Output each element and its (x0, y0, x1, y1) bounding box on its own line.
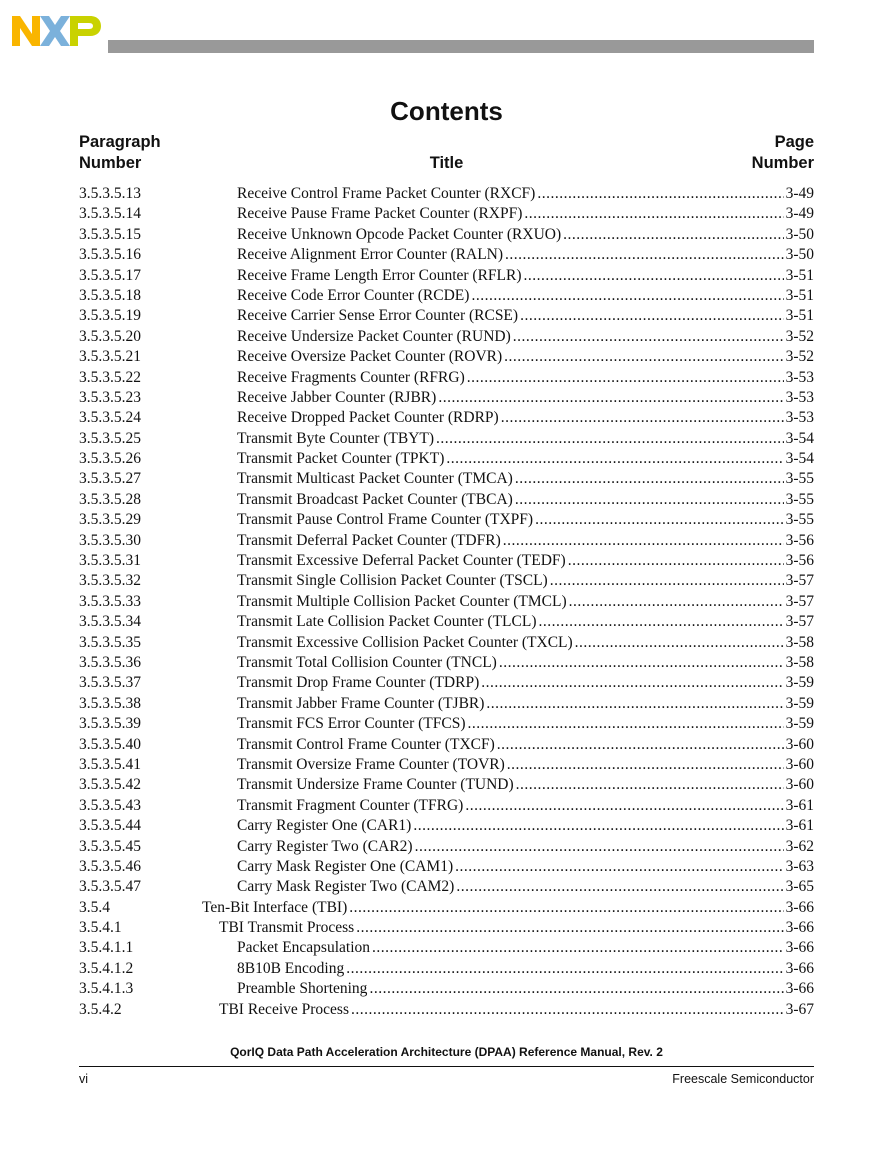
toc-row[interactable] (79, 368, 814, 388)
toc-entry-link[interactable] (237, 347, 814, 367)
toc-paragraph-number: 3.5.3.5.18 (79, 286, 141, 304)
toc-title: Receive Code Error Counter (RCDE) (237, 286, 470, 304)
toc-title: Transmit Jabber Frame Counter (TJBR) (237, 694, 485, 712)
toc-title: Transmit Packet Counter (TPKT) (237, 450, 445, 468)
toc-leader-dots (563, 225, 783, 245)
toc-page-number: 3-53 (785, 368, 814, 386)
toc-entry-link[interactable] (237, 673, 814, 693)
toc-row[interactable] (79, 755, 814, 775)
toc-page-number: 3-53 (785, 388, 814, 406)
toc-paragraph-number: 3.5.3.5.41 (79, 755, 141, 773)
toc-entry-link[interactable] (237, 388, 814, 408)
toc-title: Receive Fragments Counter (RFRG) (237, 368, 465, 386)
toc-paragraph-number: 3.5.3.5.34 (79, 613, 141, 631)
toc-entry-link[interactable] (237, 286, 814, 306)
toc-page-number: 3-54 (785, 450, 814, 468)
toc-title: Receive Dropped Packet Counter (RDRP) (237, 409, 499, 427)
toc-row[interactable] (79, 612, 814, 632)
toc-row[interactable] (79, 531, 814, 551)
page-title: Contents (390, 96, 503, 126)
toc-row[interactable] (79, 796, 814, 816)
toc-leader-dots (415, 837, 784, 857)
toc-page-number: 3-67 (785, 1000, 814, 1018)
toc-leader-dots (499, 653, 784, 673)
toc-row[interactable] (79, 918, 814, 938)
toc-leader-dots (515, 490, 784, 510)
toc-title: Receive Pause Frame Packet Counter (RXPF) (237, 205, 523, 223)
toc-page-number: 3-53 (785, 409, 814, 427)
toc-leader-dots (539, 612, 784, 632)
toc-paragraph-number: 3.5.3.5.28 (79, 490, 141, 508)
toc-leader-dots (438, 388, 783, 408)
toc-row[interactable] (79, 959, 814, 979)
toc-page-number: 3-50 (785, 225, 814, 243)
toc-title: Receive Control Frame Packet Counter (RXCF) (237, 185, 536, 202)
toc-paragraph-number: 3.5.3.5.45 (79, 837, 141, 855)
toc-row[interactable] (79, 449, 814, 469)
toc-paragraph-number: 3.5.3.5.43 (79, 796, 141, 814)
toc-entry-link[interactable] (219, 918, 814, 938)
toc-title: TBI Transmit Process (219, 919, 355, 937)
toc-page-number: 3-56 (785, 552, 814, 570)
toc-page-number: 3-54 (785, 429, 814, 447)
toc-row[interactable] (79, 979, 814, 999)
toc-title: Transmit Byte Counter (TBYT) (237, 429, 435, 447)
toc-page-number: 3-63 (785, 857, 814, 875)
toc-title: Receive Undersize Packet Counter (RUND) (237, 327, 511, 345)
toc-leader-dots (446, 449, 783, 469)
column-header-page-line1: Page (774, 133, 814, 151)
toc-page-number: 3-62 (785, 837, 814, 855)
toc-paragraph-number: 3.5.3.5.30 (79, 531, 141, 549)
toc-paragraph-number: 3.5.3.5.29 (79, 511, 141, 529)
toc-title: Transmit Excessive Deferral Packet Counter (TEDF) (237, 552, 566, 570)
toc-title: TBI Receive Process (219, 1000, 349, 1018)
toc-paragraph-number: 3.5.4.1.2 (79, 959, 134, 977)
footer-divider (79, 1066, 814, 1067)
toc-title: Carry Register Two (CAR2) (237, 837, 413, 855)
toc-page-number: 3-59 (785, 674, 814, 692)
toc-page-number: 3-55 (785, 470, 814, 488)
toc-leader-dots (349, 898, 783, 918)
toc-row[interactable] (79, 306, 814, 326)
toc-title: Transmit Multicast Packet Counter (TMCA) (237, 470, 513, 488)
toc-title: Receive Carrier Sense Error Counter (RCSE) (237, 307, 519, 325)
toc-leader-dots (520, 306, 784, 326)
toc-paragraph-number: 3.5.3.5.21 (79, 348, 141, 366)
table-of-contents (79, 184, 814, 1020)
toc-title: Transmit Pause Control Frame Counter (TXPF) (237, 511, 534, 529)
toc-entry-link[interactable] (237, 184, 814, 204)
toc-paragraph-number: 3.5.3.5.22 (79, 368, 141, 386)
toc-paragraph-number: 3.5.3.5.39 (79, 715, 141, 733)
toc-page-number: 3-66 (785, 939, 814, 957)
toc-leader-dots (504, 347, 783, 367)
toc-page-number: 3-51 (785, 286, 814, 304)
toc-leader-dots (568, 551, 784, 571)
toc-paragraph-number: 3.5.3.5.36 (79, 653, 141, 671)
column-header-page-line2: Number (751, 154, 814, 172)
toc-page-number: 3-60 (785, 776, 814, 794)
toc-row[interactable] (79, 633, 814, 653)
toc-entry-link[interactable] (237, 857, 814, 877)
toc-entry-link[interactable] (237, 979, 814, 999)
toc-row[interactable] (79, 429, 814, 449)
toc-paragraph-number: 3.5.3.5.46 (79, 857, 141, 875)
toc-page-number: 3-66 (785, 959, 814, 977)
toc-title: Carry Register One (CAR1) (237, 817, 412, 835)
toc-row[interactable] (79, 266, 814, 286)
toc-paragraph-number: 3.5.3.5.35 (79, 633, 141, 651)
toc-row[interactable] (79, 694, 814, 714)
toc-leader-dots (516, 775, 784, 795)
toc-entry-link[interactable] (237, 368, 814, 388)
toc-entry-link[interactable] (237, 775, 814, 795)
toc-leader-dots (515, 469, 784, 489)
toc-row[interactable] (79, 571, 814, 591)
toc-paragraph-number: 3.5.3.5.44 (79, 817, 141, 835)
toc-leader-dots (436, 429, 784, 449)
toc-entry-link[interactable] (237, 735, 814, 755)
toc-leader-dots (369, 979, 783, 999)
toc-row[interactable] (79, 286, 814, 306)
toc-title: Receive Frame Length Error Counter (RFLR) (237, 266, 522, 284)
nxp-logo (10, 12, 102, 48)
toc-paragraph-number: 3.5.3.5.16 (79, 246, 141, 264)
toc-title: Transmit Excessive Collision Packet Counter (TXCL) (237, 633, 573, 651)
toc-title: Transmit Control Frame Counter (TXCF) (237, 735, 495, 753)
toc-paragraph-number: 3.5.4.1 (79, 919, 122, 937)
toc-paragraph-number: 3.5.3.5.25 (79, 429, 141, 447)
footer-company: Freescale Semiconductor (672, 1072, 814, 1086)
toc-row[interactable] (79, 592, 814, 612)
toc-entry-link[interactable] (237, 225, 814, 245)
toc-page-number: 3-56 (785, 531, 814, 549)
toc-entry-link[interactable] (237, 959, 814, 979)
toc-leader-dots (550, 571, 784, 591)
toc-row[interactable] (79, 551, 814, 571)
toc-paragraph-number: 3.5.3.5.13 (79, 185, 141, 202)
toc-paragraph-number: 3.5.3.5.40 (79, 735, 141, 753)
toc-leader-dots (481, 673, 783, 693)
toc-paragraph-number: 3.5.3.5.38 (79, 694, 141, 712)
toc-paragraph-number: 3.5.3.5.24 (79, 409, 141, 427)
toc-leader-dots (346, 959, 783, 979)
toc-page-number: 3-57 (785, 592, 814, 610)
toc-entry-link[interactable] (237, 429, 814, 449)
toc-paragraph-number: 3.5.3.5.37 (79, 674, 141, 692)
toc-leader-dots (524, 204, 783, 224)
toc-page-number: 3-66 (785, 980, 814, 998)
toc-entry-link[interactable] (237, 755, 814, 775)
toc-entry-link[interactable] (237, 633, 814, 653)
toc-leader-dots (471, 286, 783, 306)
toc-title: Transmit Drop Frame Counter (TDRP) (237, 674, 480, 692)
toc-row[interactable] (79, 469, 814, 489)
toc-row[interactable] (79, 673, 814, 693)
toc-row[interactable] (79, 775, 814, 795)
toc-page-number: 3-60 (785, 755, 814, 773)
toc-title: Transmit FCS Error Counter (TFCS) (237, 715, 466, 733)
toc-row[interactable] (79, 1000, 814, 1020)
toc-leader-dots (503, 531, 784, 551)
nxp-logo-icon (10, 12, 102, 48)
toc-title: 8B10B Encoding (237, 959, 345, 977)
toc-title: Transmit Undersize Frame Counter (TUND) (237, 776, 514, 794)
toc-entry-link[interactable] (237, 816, 814, 836)
column-header-title: Title (429, 154, 464, 172)
toc-title: Transmit Fragment Counter (TFRG) (237, 796, 464, 814)
toc-leader-dots (575, 633, 784, 653)
toc-page-number: 3-66 (785, 898, 814, 916)
toc-entry-link[interactable] (237, 653, 814, 673)
toc-row[interactable] (79, 204, 814, 224)
toc-title: Transmit Multiple Collision Packet Counter (TMCL) (237, 592, 567, 610)
toc-paragraph-number: 3.5.3.5.15 (79, 225, 141, 243)
toc-page-number: 3-50 (785, 246, 814, 264)
toc-leader-dots (456, 877, 783, 897)
toc-title: Packet Encapsulation (237, 939, 370, 957)
toc-paragraph-number: 3.5.3.5.47 (79, 878, 141, 896)
toc-page-number: 3-51 (785, 307, 814, 325)
toc-row[interactable] (79, 816, 814, 836)
toc-title: Ten-Bit Interface (TBI) (202, 898, 348, 916)
toc-title: Transmit Total Collision Counter (TNCL) (237, 653, 497, 671)
toc-page-number: 3-57 (785, 613, 814, 631)
toc-leader-dots (505, 245, 784, 265)
toc-entry-link[interactable] (202, 898, 814, 918)
toc-entry-link[interactable] (237, 408, 814, 428)
toc-paragraph-number: 3.5.4 (79, 898, 110, 916)
toc-leader-dots (537, 184, 783, 204)
toc-title: Transmit Single Collision Packet Counter (TSCL) (237, 572, 548, 590)
toc-row[interactable] (79, 837, 814, 857)
toc-entry-link[interactable] (237, 306, 814, 326)
toc-title: Receive Oversize Packet Counter (ROVR) (237, 348, 503, 366)
toc-paragraph-number: 3.5.3.5.17 (79, 266, 141, 284)
header-bar (108, 40, 814, 53)
toc-entry-link[interactable] (237, 510, 814, 530)
toc-paragraph-number: 3.5.3.5.19 (79, 307, 141, 325)
toc-paragraph-number: 3.5.3.5.42 (79, 776, 141, 794)
toc-title: Transmit Oversize Frame Counter (TOVR) (237, 755, 505, 773)
toc-page-number: 3-55 (785, 490, 814, 508)
toc-title: Receive Unknown Opcode Packet Counter (RXUO) (237, 225, 562, 243)
toc-paragraph-number: 3.5.4.2 (79, 1000, 122, 1018)
toc-row[interactable] (79, 245, 814, 265)
toc-entry-link[interactable] (237, 592, 814, 612)
toc-entry-link[interactable] (237, 490, 814, 510)
toc-title: Receive Jabber Counter (RJBR) (237, 388, 437, 406)
toc-page-number: 3-55 (785, 511, 814, 529)
toc-leader-dots (413, 816, 783, 836)
toc-leader-dots (468, 714, 784, 734)
toc-row[interactable] (79, 714, 814, 734)
column-header-paragraph-line1: Paragraph (79, 133, 161, 151)
toc-page-number: 3-60 (785, 735, 814, 753)
toc-row[interactable] (79, 898, 814, 918)
toc-paragraph-number: 3.5.3.5.32 (79, 572, 141, 590)
toc-leader-dots (486, 694, 783, 714)
footer-page-label: vi (79, 1072, 89, 1086)
toc-entry-link[interactable] (237, 531, 814, 551)
toc-title: Transmit Late Collision Packet Counter (TLCL) (237, 613, 537, 631)
toc-entry-link[interactable] (219, 1000, 814, 1020)
toc-paragraph-number: 3.5.3.5.20 (79, 327, 141, 345)
toc-paragraph-number: 3.5.3.5.23 (79, 388, 141, 406)
toc-row[interactable] (79, 490, 814, 510)
toc-leader-dots (497, 735, 784, 755)
toc-entry-link[interactable] (237, 204, 814, 224)
toc-entry-link[interactable] (237, 612, 814, 632)
toc-title: Transmit Deferral Packet Counter (TDFR) (237, 531, 501, 549)
toc-row[interactable] (79, 408, 814, 428)
toc-title: Transmit Broadcast Packet Counter (TBCA) (237, 490, 513, 508)
toc-leader-dots (351, 1000, 784, 1020)
toc-title: Carry Mask Register Two (CAM2) (237, 878, 455, 896)
toc-page-number: 3-57 (785, 572, 814, 590)
toc-page-number: 3-61 (785, 817, 814, 835)
toc-row[interactable] (79, 184, 814, 204)
toc-paragraph-number: 3.5.4.1.3 (79, 980, 134, 998)
toc-leader-dots (356, 918, 783, 938)
toc-leader-dots (507, 755, 784, 775)
toc-leader-dots (569, 592, 784, 612)
toc-entry-link[interactable] (237, 714, 814, 734)
toc-row[interactable] (79, 347, 814, 367)
toc-row[interactable] (79, 327, 814, 347)
toc-page-number: 3-49 (785, 185, 814, 202)
toc-paragraph-number: 3.5.3.5.14 (79, 205, 141, 223)
toc-row[interactable] (79, 653, 814, 673)
toc-leader-dots (513, 327, 784, 347)
toc-leader-dots (535, 510, 784, 530)
toc-page-number: 3-66 (785, 919, 814, 937)
toc-leader-dots (524, 266, 784, 286)
toc-title: Receive Alignment Error Counter (RALN) (237, 246, 504, 264)
toc-page-number: 3-65 (785, 878, 814, 896)
toc-paragraph-number: 3.5.3.5.33 (79, 592, 141, 610)
toc-entry-link[interactable] (237, 694, 814, 714)
toc-paragraph-number: 3.5.3.5.31 (79, 552, 141, 570)
toc-page-number: 3-59 (785, 715, 814, 733)
toc-leader-dots (465, 796, 783, 816)
toc-paragraph-number: 3.5.3.5.27 (79, 470, 141, 488)
toc-row[interactable] (79, 388, 814, 408)
toc-page-number: 3-49 (785, 205, 814, 223)
toc-entry-link[interactable] (237, 837, 814, 857)
toc-entry-link[interactable] (237, 266, 814, 286)
toc-page-number: 3-51 (785, 266, 814, 284)
toc-entry-link[interactable] (237, 938, 814, 958)
toc-entry-link[interactable] (237, 469, 814, 489)
toc-row[interactable] (79, 877, 814, 897)
toc-row[interactable] (79, 735, 814, 755)
toc-entry-link[interactable] (237, 877, 814, 897)
toc-paragraph-number: 3.5.4.1.1 (79, 939, 134, 957)
toc-row[interactable] (79, 857, 814, 877)
footer-manual-title: QorIQ Data Path Acceleration Architecture (DPAA) Reference Manual, Rev. 2 (230, 1045, 663, 1059)
toc-title: Carry Mask Register One (CAM1) (237, 857, 454, 875)
toc-leader-dots (455, 857, 783, 877)
toc-leader-dots (501, 408, 784, 428)
toc-entry-link[interactable] (237, 571, 814, 591)
toc-page-number: 3-52 (785, 327, 814, 345)
toc-row[interactable] (79, 938, 814, 958)
toc-page-number: 3-58 (785, 653, 814, 671)
toc-page-number: 3-59 (785, 694, 814, 712)
toc-entry-link[interactable] (237, 245, 814, 265)
toc-entry-link[interactable] (237, 327, 814, 347)
toc-page-number: 3-58 (785, 633, 814, 651)
toc-row[interactable] (79, 510, 814, 530)
toc-entry-link[interactable] (237, 551, 814, 571)
toc-title: Preamble Shortening (237, 980, 368, 998)
toc-row[interactable] (79, 225, 814, 245)
column-header-page-number (752, 132, 814, 174)
toc-leader-dots (467, 368, 784, 388)
toc-entry-link[interactable] (237, 449, 814, 469)
toc-leader-dots (372, 938, 784, 958)
column-header-paragraph-line2: Number (79, 154, 142, 172)
toc-paragraph-number: 3.5.3.5.26 (79, 450, 141, 468)
toc-page-number: 3-52 (785, 348, 814, 366)
toc-entry-link[interactable] (237, 796, 814, 816)
toc-page-number: 3-61 (785, 796, 814, 814)
